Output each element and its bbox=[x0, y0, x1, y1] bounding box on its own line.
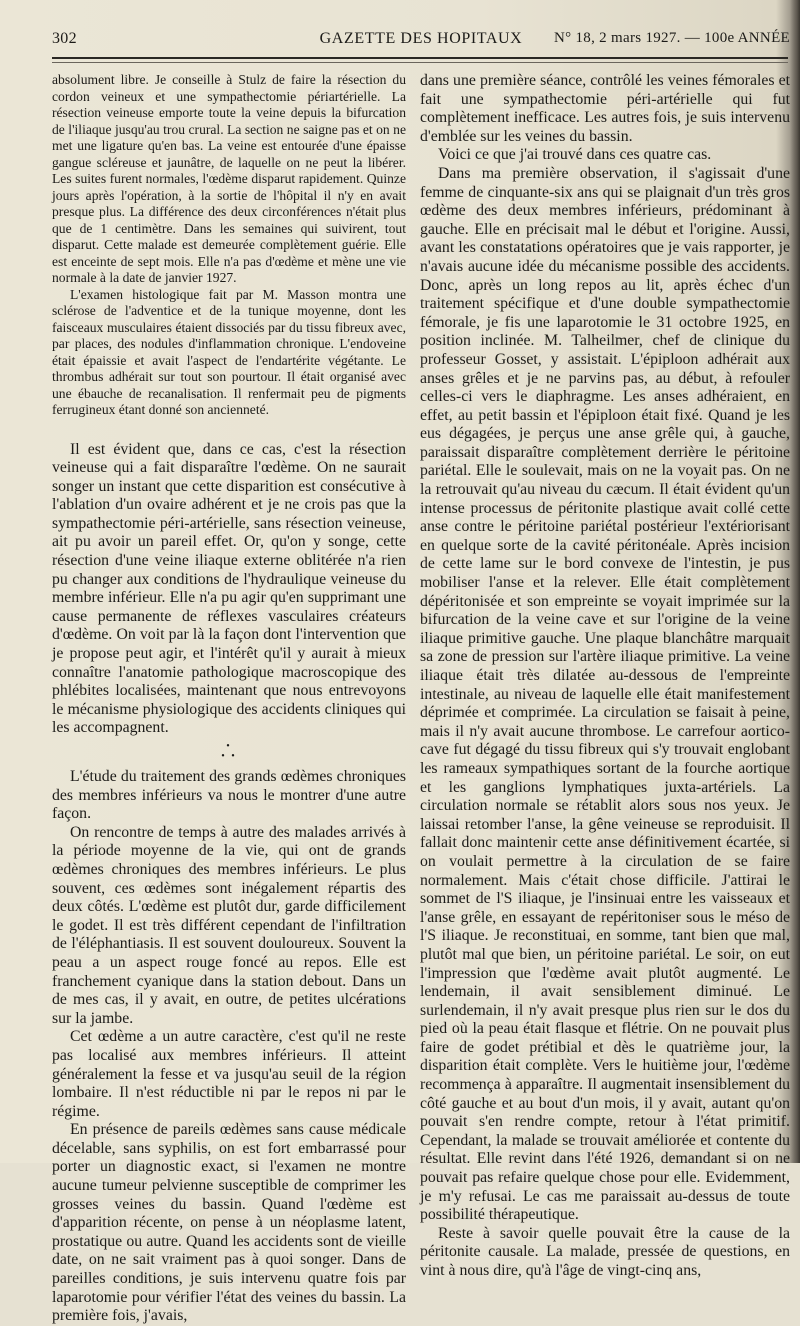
treatment-section bbox=[52, 768, 406, 1326]
paragraph: Reste à savoir quelle pouvait être la cause de la péritonite causale. La malade, pressée de questions, en vint à nous dire, qu'à l'âge de vingt-cinq ans, bbox=[420, 1224, 790, 1279]
issue-info: N° 18, 2 mars 1927. — 100e ANNÉE bbox=[554, 30, 790, 46]
section-divider-asterism bbox=[52, 738, 406, 768]
page-header bbox=[52, 30, 790, 52]
page-edge-shadow bbox=[790, 0, 800, 1163]
discussion-section bbox=[52, 441, 406, 739]
header-rule bbox=[52, 57, 788, 59]
paragraph: L'étude du traitement des grands œdèmes chroniques des membres inférieurs va nous le montrer d'une autre façon. bbox=[52, 768, 406, 823]
divider-dots-bottom: • • bbox=[221, 751, 237, 762]
paragraph: En présence de pareils œdèmes sans cause médicale décelable, sans syphilis, on est fort embarrassé pour porter un diagnostic exact, si l'examen ne montre aucune tumeur pelvienne susceptible de comprimer les grosses veines du bassin. Quand l'œdème est d'apparition récente, on pense à un néoplasme latent, prostatique ou autre. Quand les accidents sont de vieille date, on ne sait vraiment pas à quoi songer. Dans de pareilles conditions, je suis intervenu quatre fois par laparotomie pour vérifier l'état des veines du bassin. La première fois, j'avais, bbox=[52, 1121, 406, 1325]
paragraph: absolument libre. Je conseille à Stulz de faire la résection du cordon veineux et une sympathectomie périartérielle. La résection veineuse emporte toute la veine depuis la bifurcation de l'iliaque jusqu'au trou crural. La section ne saigne pas et on ne met une ligature qu'en bas. La veine est entourée d'une épaisse gangue scléreuse et jaunâtre, de laquelle on ne peut la libérer. Les suites furent normales, l'œdème disparut rapidement. Quinze jours après l'opération, à la sortie de l'hôpital il n'y en avait presque plus. La différence des deux circonférences n'était plus que de 1 centimètre. Dans les semaines qui suivirent, tout disparut. Cette malade est demeurée complètement guérie. Elle est enceinte de sept mois. Elle n'a pas d'œdème et mène une vie normale à la date de janvier 1927. bbox=[52, 72, 406, 285]
left-column bbox=[52, 72, 406, 1326]
right-column bbox=[420, 72, 790, 1281]
paragraph: Il est évident que, dans ce cas, c'est la résection veineuse qui a fait disparaître l'œdème. On ne saurait songer un instant que cette disparition est consécutive à l'ablation d'un ovaire adhérent et je ne crois pas que la sympathectomie péri-artérielle, sans résection veineuse, ait pu avoir un pareil effet. Or, qu'on y songe, cette résection d'une veine iliaque externe oblitérée n'a rien pu changer aux conditions de l'hydraulique veineuse du membre inférieur. Elle n'a pu agir qu'en supprimant une cause permanente de réflexes vasculaires créateurs d'œdème. On voit par là la façon dont l'intervention que je propose peut agir, et l'intérêt qu'il y aurait à mieux connaître l'anatomie pathologique macroscopique des phlébites localisées, maintenant que nous entrevoyons le mécanisme physiologique des accidents cliniques qui les accompagnent. bbox=[52, 440, 406, 737]
journal-title: GAZETTE DES HOPITAUX bbox=[319, 30, 523, 47]
divider-dot-top: • bbox=[226, 741, 232, 752]
header-rule-thin bbox=[52, 62, 788, 63]
paragraph: Voici ce que j'ai trouvé dans ces quatre cas. bbox=[438, 146, 712, 164]
paragraph: On rencontre de temps à autre des malades arrivés à la période moyenne de la vie, qui ont de grands œdèmes chroniques des membres inférieurs. Le plus souvent, ces œdèmes sont inégalement répartis des deux côtés. L'œdème est plutôt dur, garde difficilement le godet. Il est très différent cependant de l'infiltration de l'éléphantiasis. Il est souvent douloureux. Souvent la peau a un aspect rouge foncé au repos. Elle est franchement cyanique dans la station debout. Dans un de mes cas, il y avait, en outre, de petites ulcérations sur la jambe. bbox=[52, 823, 406, 1027]
paragraph: Cet œdème a un autre caractère, c'est qu'il ne reste pas localisé aux membres inférieurs. Il atteint généralement la fesse et va jusqu'au seuil de la région lombaire. Il n'est réductible ni par le repos ni par le régime. bbox=[52, 1028, 406, 1120]
case-report-section bbox=[52, 72, 406, 419]
paragraph: dans une première séance, contrôlé les veines fémorales et fait une sympathectomie péri-artérielle qui fut complètement inefficace. Les autres fois, je suis intervenu d'emblée sur les veines du bassin. bbox=[420, 72, 790, 145]
paragraph: L'examen histologique fait par M. Masson montra une sclérose de l'adventice et de la tunique moyenne, dont les faisceaux musculaires étaient dissociés par du tissu fibreux avec, par places, des nodules d'inflammation chronique. L'endoveine était épaissie et avait l'aspect de l'endartérite végétante. Le thrombus adhérait sur tout son pourtour. Il était organisé avec une ébauche de recanalisation. Il renfermait peu de pigments ferrugineux étant donné son ancienneté. bbox=[52, 286, 406, 417]
paragraph: Dans ma première observation, il s'agissait d'une femme de cinquante-six ans qui se plaignait d'un très gros œdème des deux membres inférieurs, prédominant à gauche. Elle en précisait mal le début et l'origine. Aussi, avant les constatations opératoires que je vais rapporter, je n'avais aucune idée du mécanisme possible des accidents. Donc, après un long repos au lit, après échec d'un traitement spécifique et d'une double sympathectomie fémorale, je fis une laparotomie le 31 octobre 1925, en position inclinée. M. Talheilmer, chef de clinique du professeur Gosset, y assistait. L'épiploon adhérait aux anses grêles et je ne parvins pas, au début, à refouler celles-ci vers le diaphragme. Les anses adhéraient, en effet, au petit bassin et l'épiploon était fixé. Quand je les eus dégagées, je perçus une anse grêle qui, à gauche, paraissait disparaître complètement derrière le péritoine pariétal. Elle le soulevait, mais on ne la voyait pas. On ne la retrouvait qu'au niveau du cæcum. Il était évident qu'un intense processus de péritonite plastique avait collé cette anse contre le péritoine pariétal postérieur l'extériorisant en quelque sorte de la cavité péritonéale. Après incision de cette lame sur le bord convexe de l'intestin, je pus mobiliser l'anse et la relever. Elle était complètement dépéritonisée et son empreinte se voyait imprimée sur la bifurcation de la veine cave et sur l'origine de la veine iliaque primitive gauche. Une plaque blanchâtre marquait sa zone de pression sur l'artère iliaque primitive. La veine iliaque était très dilatée au-dessous de l'empreinte intestinale, au niveau de laquelle elle était manifestement déprimée et comprimée. La circulation se faisait à peine, mais il n'y avait aucune thrombose. Le carrefour aortico-cave fut dégagé du tissu fibreux qui s'y trouvait englobant les rameaux sympathiques sortant de la fourche aortique et les ganglions lymphatiques juxta-artériels. La circulation normale se rétablit alors sous nos yeux. Je laissai retomber l'anse, la gêne veineuse se reproduisit. Il fallait donc maintenir cette anse définitivement écartée, si on voulait permettre à la circulation de se faire normalement. Mais c'était chose difficile. J'attirai le sommet de l'S iliaque, je l'insinuai entre les vaisseaux et l'anse grêle, en essayant de repéritoniser sous le méso de l'S iliaque. Je reconstituai, en somme, tant bien que mal, plutôt mal que bien, un péritoine pariétal. Le soir, on eut l'impression que l'œdème avait plutôt augmenté. Le lendemain, il avait sensiblement diminué. Le surlendemain, il n'y avait presque plus rien sur le dos du pied où la peau était flasque et flétrie. On ne pouvait plus faire de godet prétibial et dès le quatrième jour, la disparition était complète. Vers le huitième jour, l'œdème recommença à apparaître. Il augmentait insensiblement du côté gauche et au bout d'un mois, il y avait, autant qu'on pouvait s'en rendre compte, retour à l'état primitif. Cependant, la malade se trouvait améliorée et contente du résultat. Elle revint dans l'été 1926, demandant si on ne pouvait pas refaire quelque chose pour elle. Evidemment, je m'y refusai. Le cas me paraissait au-dessus de toute possibilité thérapeutique. bbox=[420, 164, 790, 1224]
page-number: 302 bbox=[52, 30, 77, 47]
